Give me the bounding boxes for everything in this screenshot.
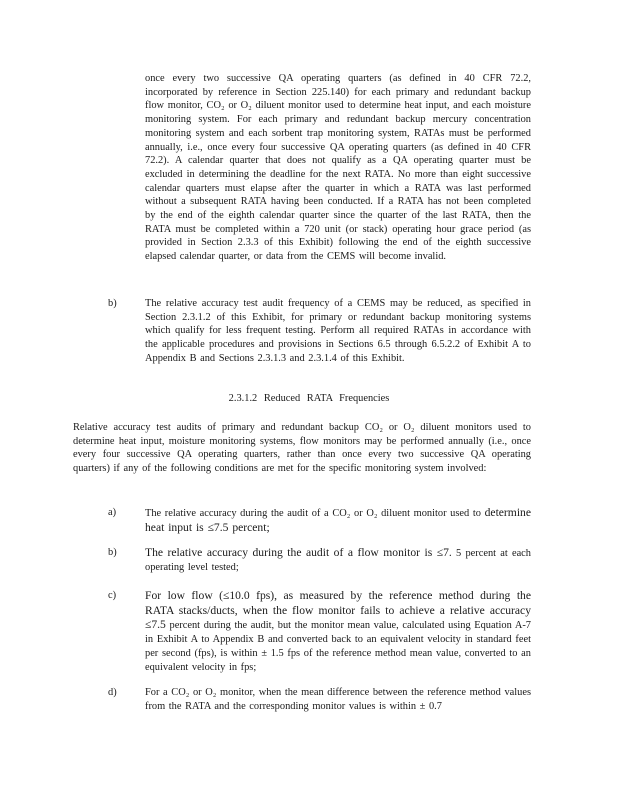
condition-d-text: For a CO₂ or O₂ monitor, when the mean difference between the reference method values from the RATA and the corresponding monitor values is within ± 0.7 [145, 687, 531, 712]
condition-c-part-1: For low flow (≤10.0 fps), as measured by the reference method during the RATA stacks/ducts, when the flow monitor fails to achieve a relative accuracy ≤7.5 [145, 589, 531, 632]
section-heading: 2.3.1.2 Reduced RATA Frequencies [228, 393, 390, 404]
condition-b-part-1: The relative accuracy during the audit of a flow monitor is ≤7. [145, 546, 452, 559]
condition-c-part-2: percent during the audit, but the monitor mean value, calculated using Equation A-7 in Exhibit A to Appendix B and converted back to an equivalent velocity in standard feet per second (fps), is within ± 1.5 fps of the reference method mean value, converted to an equivalent velocity in fps; [145, 620, 531, 673]
item-b-text: The relative accuracy test audit frequency of a CEMS may be reduced, as specified in Section 2.3.1.2 of this Exhibit, for primary or redundant backup monitoring systems which qualify for less frequent testing. Perform all required RATAs in accordance with the applicable procedures and provisions in Sections 6.5 through 6.5.2.2 of Exhibit A to Appendix B and Sections 2.3.1.3 and 2.3.1.4 of this Exhibit. [145, 298, 531, 364]
condition-c-label: c) [108, 590, 117, 601]
condition-b-part-2: 5 percent at each operating level tested; [145, 548, 531, 573]
condition-c-text [145, 589, 531, 674]
intro-paragraph: Relative accuracy test audits of primary and redundant backup CO₂ or O₂ diluent monitors used to determine heat input, moisture monitoring systems, flow monitors may be performed annually (i.e., once every four successive QA operating quarters, rather than once every two successive QA operating quarters) if any of the following conditions are met for the specific monitoring system involved: [73, 422, 531, 475]
condition-d-label: d) [108, 687, 117, 698]
condition-a-part-1: The relative accuracy during the audit of a CO₂ or O₂ diluent monitor used to [145, 508, 481, 519]
condition-a-part-2: determine heat input is ≤7.5 percent; [145, 506, 531, 534]
condition-b-label: b) [108, 547, 117, 558]
condition-a-label: a) [108, 507, 117, 518]
paragraph-continuation: once every two successive QA operating quarters (as defined in 40 CFR 72.2, incorporated by reference in Section 225.140) for each primary and redundant backup flow monitor, CO₂ or O₂ diluent monitor used to determine heat input, and each moisture monitoring system. For each primary and redundant backup mercury concentration monitoring system and each sorbent trap monitoring system, RATAs must be performed annually, i.e., once every four successive QA operating quarters (as defined in 40 CFR 72.2). A calendar quarter that does not qualify as a QA operating quarter must be excluded in determining the deadline for the next RATA. No more than eight successive calendar quarters must elapse after the quarter in which a RATA was last performed without a subsequent RATA having been conducted. If a RATA has not been completed by the end of the eighth calendar quarter since the quarter of the last RATA, then the RATA must be completed within a 720 unit (or stack) operating hour grace period (as provided in Section 2.3.3 of this Exhibit) following the end of the eighth successive elapsed calendar quarter, or data from the CEMS will become invalid. [145, 73, 531, 263]
item-b-label: b) [108, 298, 117, 309]
condition-b-text [145, 546, 531, 574]
condition-a-text [145, 506, 531, 535]
